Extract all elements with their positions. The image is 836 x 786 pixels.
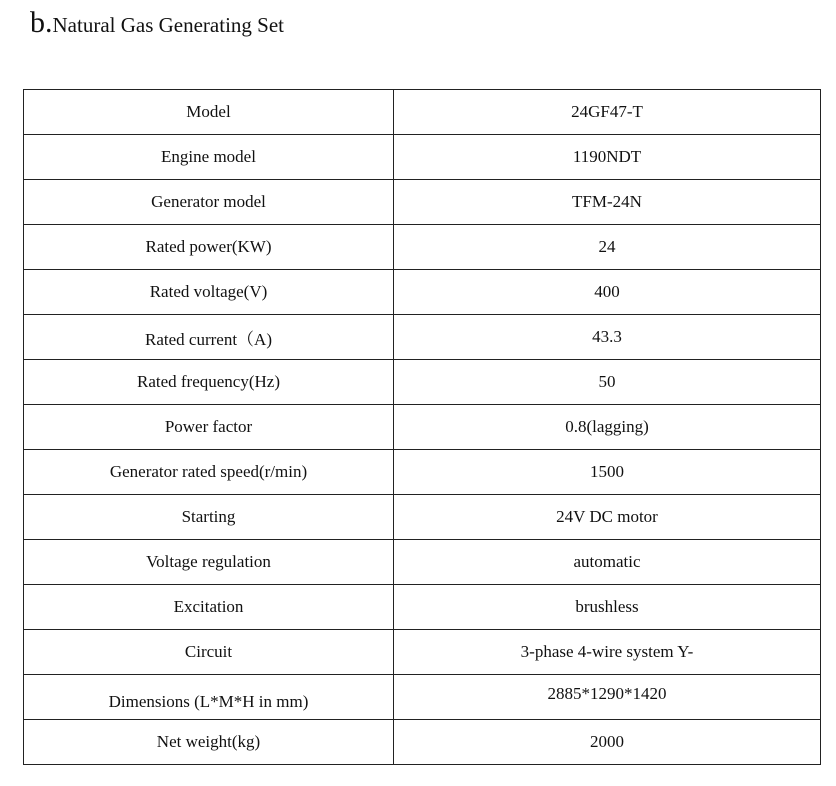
- spec-value: automatic: [394, 540, 821, 585]
- spec-value: 0.8(lagging): [394, 405, 821, 450]
- table-row: [24, 405, 821, 450]
- spec-value: 2885*1290*1420: [394, 675, 821, 720]
- spec-value: 24V DC motor: [394, 495, 821, 540]
- spec-value: 3-phase 4-wire system Y-: [394, 630, 821, 675]
- spec-label: Circuit: [24, 630, 394, 675]
- spec-value: 43.3: [394, 315, 821, 360]
- table-row: [24, 495, 821, 540]
- spec-label: Generator model: [24, 180, 394, 225]
- spec-value: 1190NDT: [394, 135, 821, 180]
- spec-label: Engine model: [24, 135, 394, 180]
- table-row: [24, 675, 821, 720]
- table-row: [24, 630, 821, 675]
- table-row: [24, 315, 821, 360]
- spec-value: 2000: [394, 720, 821, 765]
- spec-table: [23, 89, 821, 765]
- spec-label: Rated power(KW): [24, 225, 394, 270]
- spec-value: 1500: [394, 450, 821, 495]
- section-title: Natural Gas Generating Set: [52, 13, 285, 37]
- table-row: [24, 450, 821, 495]
- section-letter: b.: [30, 6, 53, 39]
- table-row: [24, 225, 821, 270]
- spec-label: Rated voltage(V): [24, 270, 394, 315]
- spec-value: 24: [394, 225, 821, 270]
- spec-label: Excitation: [24, 585, 394, 630]
- spec-label: Net weight(kg): [24, 720, 394, 765]
- spec-label: Rated frequency(Hz): [24, 360, 394, 405]
- table-row: [24, 270, 821, 315]
- spec-label: Dimensions (L*M*H in mm): [24, 675, 394, 720]
- table-row: [24, 180, 821, 225]
- spec-value: TFM-24N: [394, 180, 821, 225]
- table-row: [24, 720, 821, 765]
- table-row: [24, 135, 821, 180]
- table-row: [24, 585, 821, 630]
- spec-value: 400: [394, 270, 821, 315]
- table-row: [24, 360, 821, 405]
- spec-label: Starting: [24, 495, 394, 540]
- table-row: [24, 540, 821, 585]
- spec-value: brushless: [394, 585, 821, 630]
- spec-label: Power factor: [24, 405, 394, 450]
- spec-label: Generator rated speed(r/min): [24, 450, 394, 495]
- table-row: [24, 90, 821, 135]
- spec-label: Rated current（A): [24, 315, 394, 360]
- spec-label: Model: [24, 90, 394, 135]
- spec-label: Voltage regulation: [24, 540, 394, 585]
- spec-value: 24GF47-T: [394, 90, 821, 135]
- spec-value: 50: [394, 360, 821, 405]
- section-heading: [30, 8, 284, 38]
